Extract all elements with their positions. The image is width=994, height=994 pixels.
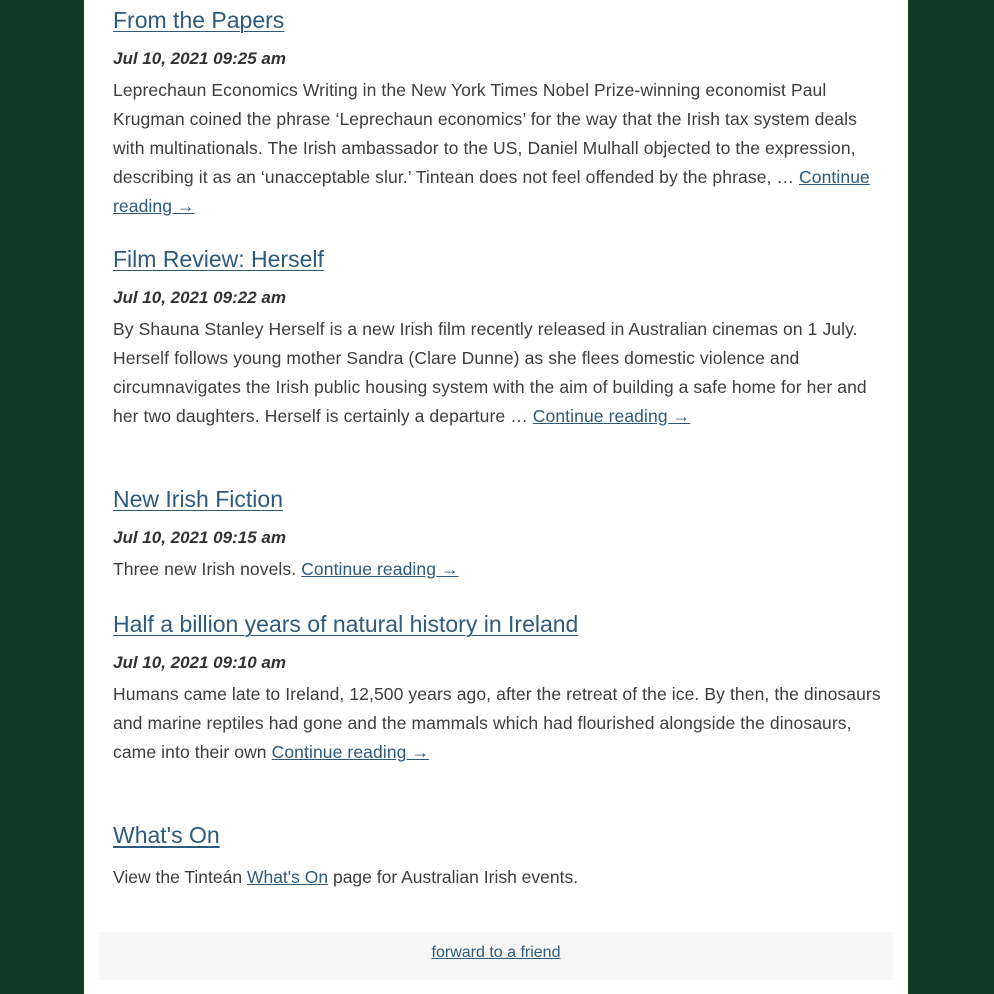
whats-on-text-before: View the Tinteán <box>113 867 247 887</box>
article-title-link[interactable]: From the Papers <box>113 7 285 33</box>
forward-to-friend-link[interactable]: forward to a friend <box>431 944 561 961</box>
footer-bar <box>99 932 893 980</box>
article-excerpt <box>113 315 883 431</box>
whats-on-section <box>113 821 883 892</box>
article-excerpt <box>113 680 883 767</box>
whats-on-title-link[interactable]: What's On <box>113 822 220 848</box>
article-excerpt-text: Three new Irish novels. <box>113 559 302 579</box>
article-date: Jul 10, 2021 09:10 am <box>113 653 286 672</box>
article-date: Jul 10, 2021 09:22 am <box>113 288 286 307</box>
article-date: Jul 10, 2021 09:25 am <box>113 49 286 68</box>
continue-reading-link[interactable]: Continue reading → <box>532 406 691 426</box>
whats-on-link[interactable]: What's On <box>246 867 329 887</box>
continue-reading-link[interactable]: Continue reading → <box>113 167 870 216</box>
article-excerpt-text: Humans came late to Ireland, 12,500 years ago, after the retreat of the ice. By then, the dinosaurs and marine reptiles had gone and the mammals which had flourished alongside the dinosaurs, came into their own <box>113 684 881 762</box>
article-new-irish-fiction <box>113 485 883 584</box>
continue-reading-link[interactable]: Continue reading → <box>271 742 430 762</box>
article-title-link[interactable]: New Irish Fiction <box>113 486 283 512</box>
newsletter-column <box>84 0 908 994</box>
article-excerpt <box>113 76 883 221</box>
whats-on-text <box>113 863 883 892</box>
article-excerpt-text: Leprechaun Economics Writing in the New York Times Nobel Prize-winning economist Paul Krugman coined the phrase ‘Leprechaun economics’ for the way that the Irish tax system deals with multinationals. The Irish ambassador to the US, Daniel Mulhall objected to the expression, describing it as an ‘unacceptable slur.’ Tintean does not feel offended by the phrase, … <box>113 80 857 187</box>
whats-on-text-after: page for Australian Irish events. <box>328 867 579 887</box>
article-excerpt <box>113 555 883 584</box>
article-from-the-papers <box>113 6 883 221</box>
article-half-a-billion-years <box>113 610 883 767</box>
article-title-link[interactable]: Half a billion years of natural history in Ireland <box>113 611 579 637</box>
article-title-link[interactable]: Film Review: Herself <box>113 246 324 272</box>
article-excerpt-text: By Shauna Stanley Herself is a new Irish film recently released in Australian cinemas on 1 July. Herself follows young mother Sandra (Clare Dunne) as she flees domestic violence and circumnavigates the Irish public housing system with the aim of building a safe home for her and her two daughters. Herself is certainly a departure … <box>113 319 867 426</box>
article-film-review-herself <box>113 245 883 431</box>
article-date: Jul 10, 2021 09:15 am <box>113 528 286 547</box>
continue-reading-link[interactable]: Continue reading → <box>301 559 459 579</box>
